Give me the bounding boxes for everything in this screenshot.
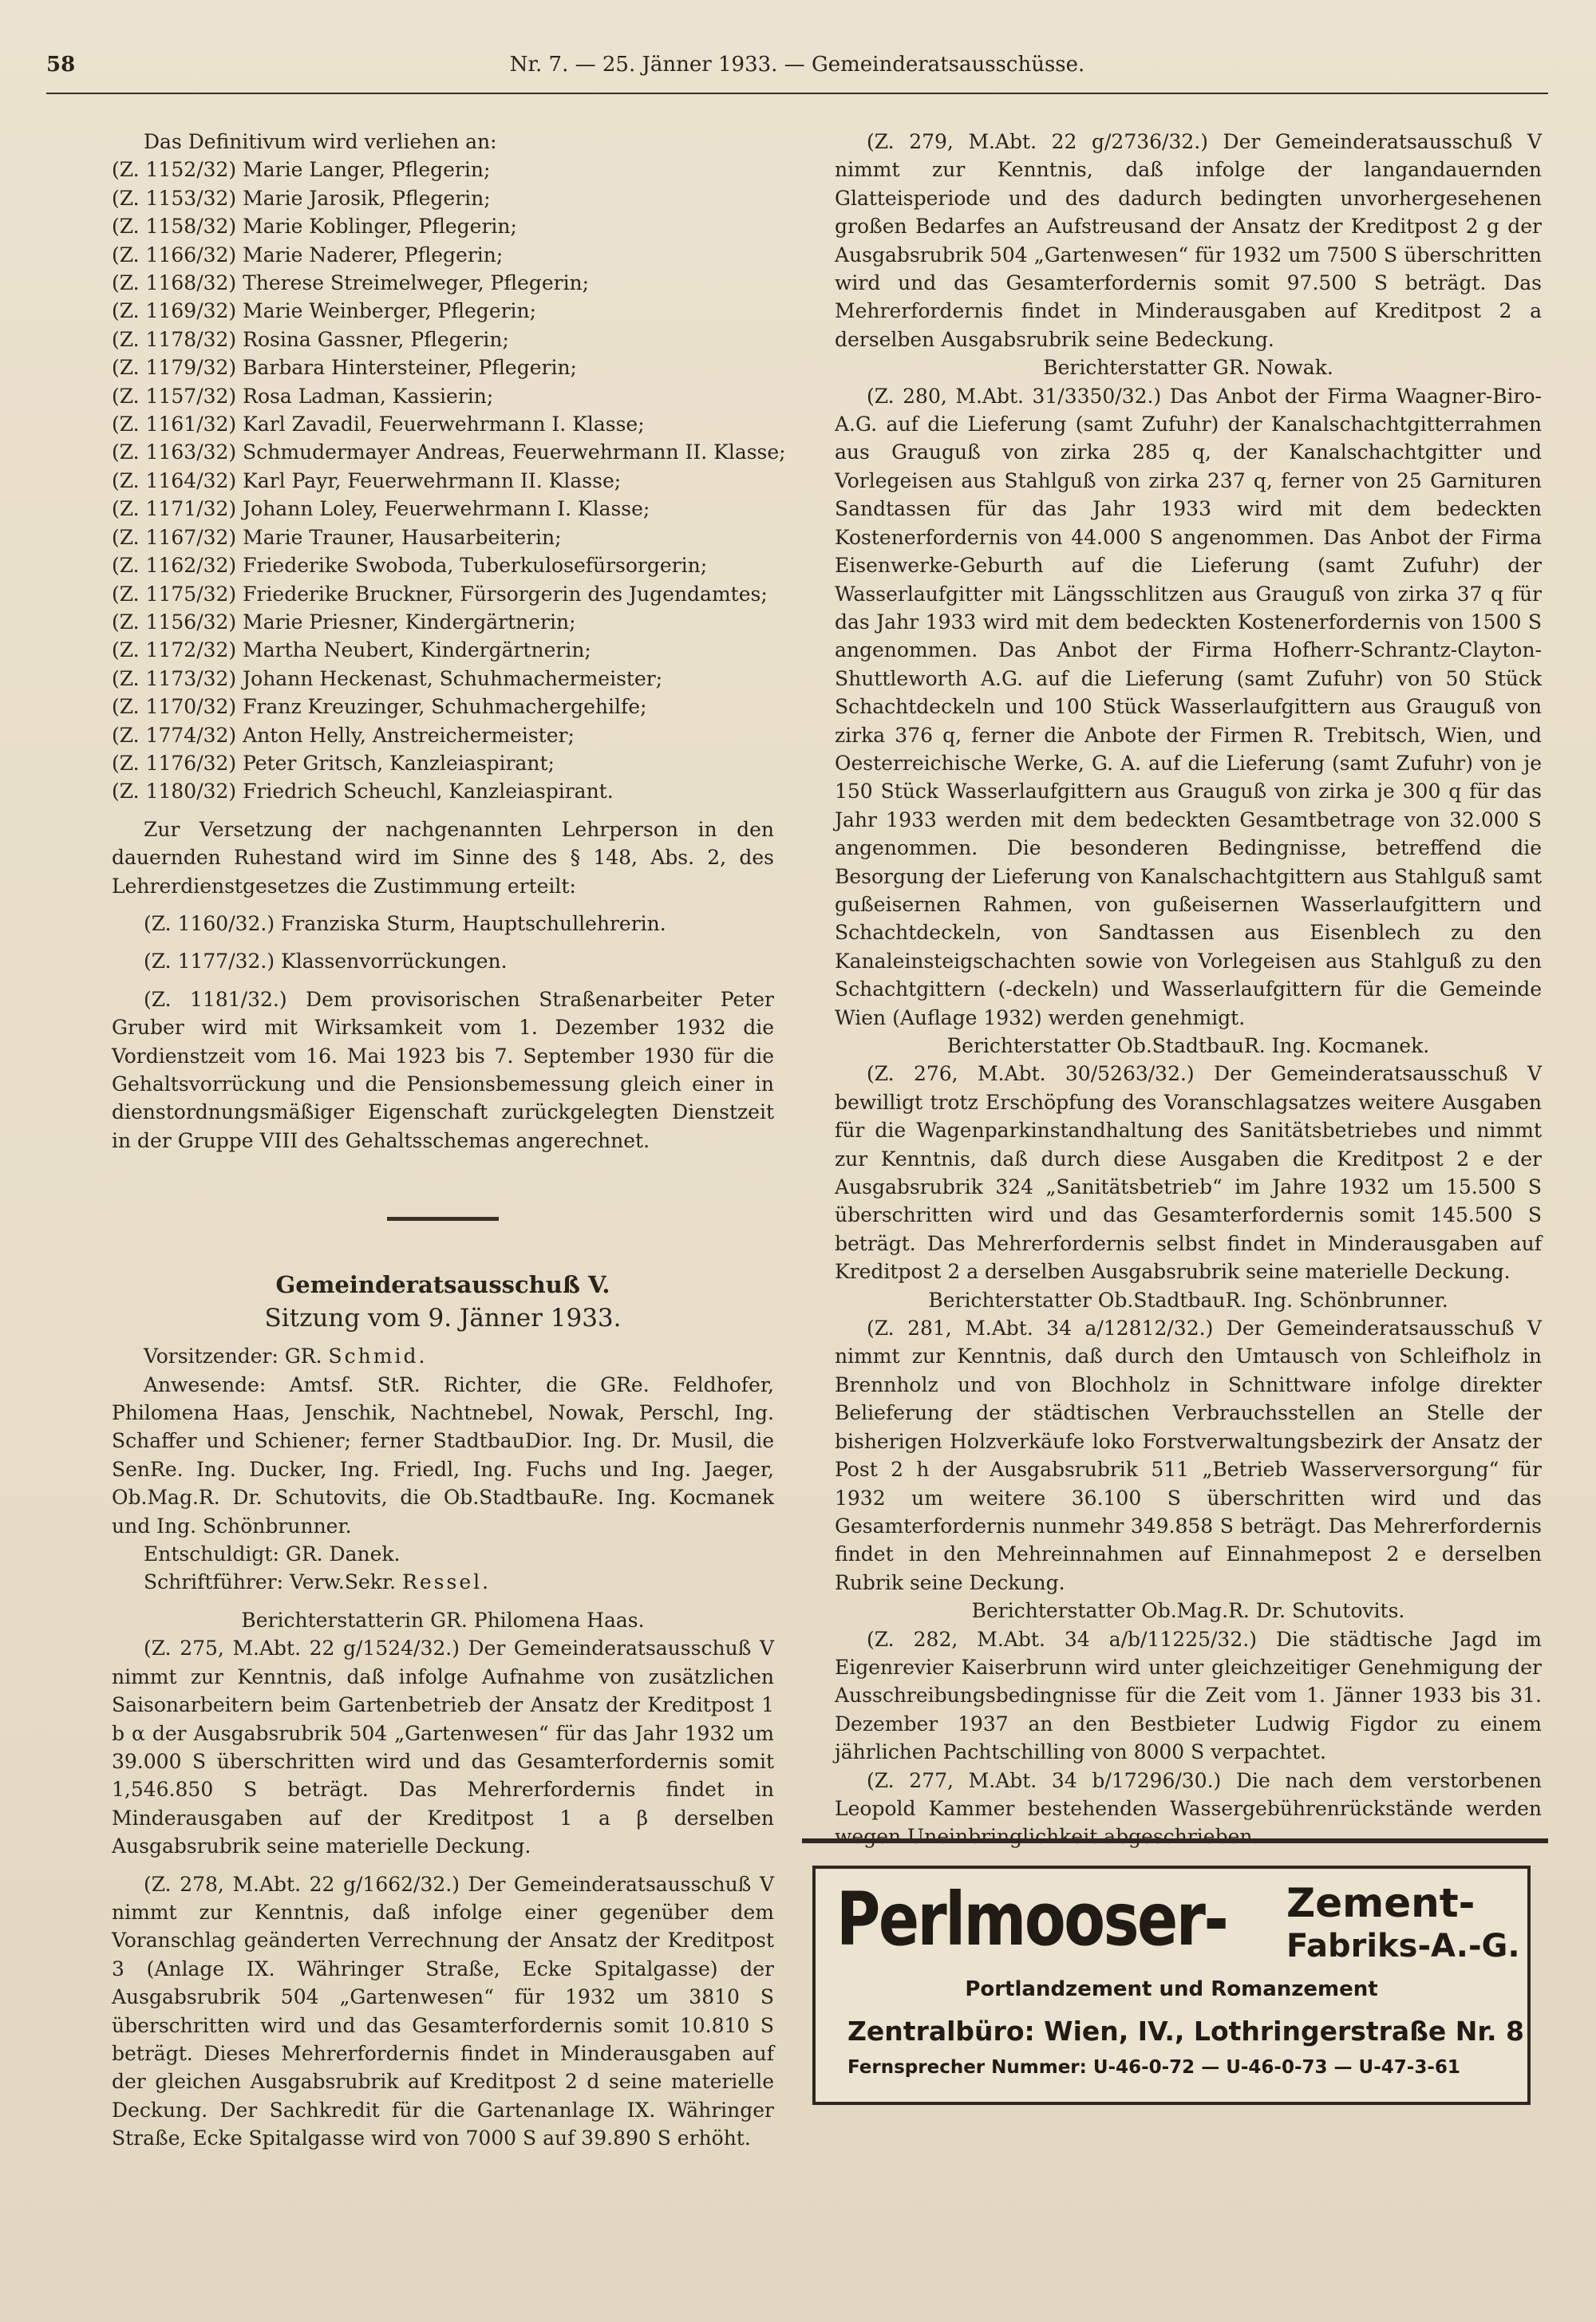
appointment-item: (Z. 1167/32) Marie Trauner, Hausarbeiterin; [112, 525, 562, 549]
advertisement-top-rule [802, 1838, 1548, 1843]
appointment-item: (Z. 1166/32) Marie Naderer, Pflegerin; [112, 243, 504, 267]
entry-278: (Z. 278, M.Abt. 22 g/1662/32.) Der Gemeinderatsausschuß V nimmt zur Kenntnis, daß infolge einer gegenüber dem Voranschlag geänderten Verrechnung der Ansatz der Kreditpost 3 (Anlage IX. Währinger Straße, Ecke Spitalgasse) der Ausgabsrubrik 504 „Gartenwesen“ für 1932 um 3810 S überschritten wird und das Gesamterfordernis somit 10.810 S beträgt. Dieses Mehrerfordernis findet in Minderausgaben auf der gleichen Ausgabsrubrik auf Kreditpost 2 d seine materielle Deckung. Der Sachkredit für die Gartenanlage IX. Währinger Straße, Ecke Spitalgasse wird von 7000 S auf 39.890 S erhöht. [112, 1872, 774, 2150]
entry-1160: (Z. 1160/32.) Franziska Sturm, Hauptschullehrerin. [144, 911, 666, 935]
ad-phones: Fernsprecher Nummer: U-46-0-72 — U-46-0-73 — U-47-3-61 [847, 2057, 1460, 2078]
ad-zement: Zement- [1286, 1880, 1476, 1926]
definitivum-intro: Das Definitivum wird verliehen an: [144, 130, 497, 153]
section-title: Gemeinderatsausschuß V. [275, 1271, 610, 1299]
entry-1177: (Z. 1177/32.) Klassenvorrückungen. [144, 950, 508, 973]
section-separator [387, 1217, 499, 1221]
appointment-item: (Z. 1179/32) Barbara Hintersteiner, Pflegerin; [112, 356, 577, 380]
appointment-item: (Z. 1162/32) Friederike Swoboda, Tuberkulosefürsorgerin; [112, 554, 708, 578]
appointment-item: (Z. 1169/32) Marie Weinberger, Pflegerin; [112, 299, 537, 323]
anwesende-text: Richter, die GRe. Feldhofer, Philomena Haas, Jenschik, Nachtnebel, Nowak, Perschl, Ing. Schaffer und Schiener; ferner StadtbauDior. Ing. Dr. Musil, die SenRe. Ing. Ducker, Ing. Friedl, Ing. Fuchs und Ing. Jaeger, Ob.Mag.R. Dr. Schutovits, die Ob.StadtbauRe. Ing. Kocmanek und Ing. Schönbrunner. [112, 1372, 775, 1538]
vorsitz-name: Schmid. [328, 1345, 428, 1368]
appointment-item: (Z. 1163/32) Schmudermayer Andreas, Feuerwehrmann II. Klasse; [112, 440, 786, 464]
berichterstatterin-haas: Berichterstatterin GR. Philomena Haas. [241, 1608, 645, 1632]
right-column [835, 128, 1542, 1851]
berichterstatter-schutovits: Berichterstatter Ob.Mag.R. Dr. Schutovits. [971, 1599, 1405, 1623]
berichterstatter-kocmanek: Berichterstatter Ob.StadtbauR. Ing. Kocmanek. [946, 1034, 1430, 1057]
section-date: Sitzung vom 9. Jänner 1933. [264, 1304, 622, 1333]
versetzung-paragraph: Zur Versetzung der nachgenannten Lehrperson in den dauernden Ruhestand wird im Sinne des § 148, Abs. 2, des Lehrerdienstgesetzes die Zustimmung erteilt: [112, 817, 774, 898]
appointment-item: (Z. 1173/32) Johann Heckenast, Schuhmachermeister; [112, 666, 663, 690]
entschuldigt-line: Entschuldigt: GR. Danek. [144, 1542, 401, 1566]
ad-brand: Perlmooser- [836, 1877, 1227, 1962]
entry-277: (Z. 277, M.Abt. 34 b/17296/30.) Die nach dem verstorbenen Leopold Kammer bestehenden Wassergebührenrückstände werden wegen Uneinbringlichkeit abgeschrieben. [835, 1768, 1542, 1849]
appointment-item: (Z. 1171/32) Johann Loley, Feuerwehrmann I. Klasse; [112, 497, 650, 521]
advertisement-perlmooser [812, 1866, 1531, 2105]
ad-address: Zentralbüro: Wien, IV., Lothringerstraße Nr. 8 [847, 2016, 1524, 2047]
entry-282: (Z. 282, M.Abt. 34 a/b/11225/32.) Die städtische Jagd im Eigenrevier Kaiserbrunn wird unter gleichzeitiger Genehmigung der Ausschreibungsbedingnisse für die Zeit vom 1. Jänner 1933 bis 31. Dezember 1937 an den Bestbieter Ludwig Figdor zu einem jährlichen Pachtschilling von 8000 S verpachtet. [835, 1627, 1542, 1764]
appointment-item: (Z. 1168/32) Therese Streimelweger, Pflegerin; [112, 271, 590, 295]
schrift-line [112, 1568, 774, 1596]
appointment-list [112, 156, 786, 805]
appointment-item: (Z. 1172/32) Martha Neubert, Kindergärtnerin; [112, 638, 591, 662]
vorsitz-label: Vorsitzender: GR. [144, 1345, 322, 1368]
schrift-name: Ressel. [402, 1570, 492, 1594]
appointment-item: (Z. 1175/32) Friederike Bruckner, Fürsorgerin des Jugendamtes; [112, 582, 768, 606]
header-title: Nr. 7. — 25. Jänner 1933. — Gemeinderatsausschüsse. [509, 53, 1085, 77]
entry-275: (Z. 275, M.Abt. 22 g/1524/32.) Der Gemeinderatsausschuß V nimmt zur Kenntnis, daß infolge Aufnahme von zusätzlichen Saisonarbeitern beim Gartenbetrieb der Ansatz der Kreditpost 1 b α der Ausgabsrubrik 504 „Gartenwesen“ für das Jahr 1932 um 39.000 S überschritten wird und das Gesamterfordernis somit 1,546.850 S beträgt. Das Mehrerfordernis findet in Minderausgaben auf der Kreditpost 1 a β derselben Ausgabsrubrik seine materielle Deckung. [112, 1637, 774, 1858]
berichterstatter-nowak: Berichterstatter GR. Nowak. [1043, 356, 1333, 380]
appointment-item: (Z. 1161/32) Karl Zavadil, Feuerwehrmann I. Klasse; [112, 413, 645, 436]
page-header [46, 46, 1548, 83]
vorsitz-line [112, 1342, 774, 1370]
entry-279: (Z. 279, M.Abt. 22 g/2736/32.) Der Gemeinderatsausschuß V nimmt zur Kenntnis, daß infolge der langandauernden Glatteisperiode und des dadurch bedingten unvorhergesehenen großen Bedarfes an Aufstreusand der Ansatz der Kreditpost 2 g der Ausgabsrubrik 504 „Gartenwesen“ für 1932 um 7500 S überschritten wird und das Gesamterfordernis somit 97.500 S beträgt. Das Mehrerfordernis findet in Minderausgaben auf Kreditpost 2 a derselben Ausgabsrubrik seine Bedeckung. [835, 130, 1542, 351]
appointment-item: (Z. 1178/32) Rosina Gassner, Pflegerin; [112, 327, 509, 351]
entry-281: (Z. 281, M.Abt. 34 a/12812/32.) Der Gemeinderatsausschuß V nimmt zur Kenntnis, daß durch den Umtausch von Schleifholz in Brennholz und von Blochholz in Schnittware infolge direkter Belieferung der städtischen Verbrauchsstellen an Stelle der bisherigen Holzverkäufe loko Forstverwaltungsbezirk der Ansatz der Post 2 h der Ausgabsrubrik 511 „Betrieb Wasserversorgung“ für 1932 um weitere 36.100 S überschritten wird und das Gesamterfordernis nunmehr 349.858 S beträgt. Das Mehrerfordernis findet in den Mehreinnahmen auf Einnahmepost 2 e derselben Rubrik seine Deckung. [835, 1317, 1542, 1594]
header-rule [46, 93, 1548, 94]
appointment-item: (Z. 1176/32) Peter Gritsch, Kanzleiaspirant; [112, 751, 555, 775]
appointment-item: (Z. 1156/32) Marie Priesner, Kindergärtnerin; [112, 610, 576, 634]
appointment-item: (Z. 1170/32) Franz Kreuzinger, Schuhmachergehilfe; [112, 695, 647, 719]
ad-fabrik: Fabriks-A.-G. [1286, 1928, 1520, 1965]
entry-276: (Z. 276, M.Abt. 30/5263/32.) Der Gemeinderatsausschuß V bewilligt trotz Erschöpfung des Voranschlagsatzes weitere Ausgaben für die Wagenparkinstandhaltung des Sanitätsbetriebes und nimmt zur Kenntnis, daß durch diese Ausgaben die Kreditpost 2 e der Ausgabsrubrik 324 „Sanitätsbetrieb“ im Jahre 1932 um 15.500 S überschritten wird und das Gesamterfordernis somit 145.500 S beträgt. Das Mehrerfordernis selbst findet in Minderausgaben auf Kreditpost 2 a derselben Ausgabsrubrik seine materielle Deckung. [835, 1062, 1542, 1284]
appointment-item: (Z. 1157/32) Rosa Ladman, Kassierin; [112, 384, 494, 408]
anwesende-line [112, 1371, 774, 1540]
entry-1181: (Z. 1181/32.) Dem provisorischen Straßenarbeiter Peter Gruber wird mit Wirksamkeit vom 1. Dezember 1932 die Vordienstzeit vom 16. Mai 1923 bis 7. September 1930 für die Gehaltsvorrückung und die Pensionsbemessung gleich einer in dienstordnungsmäßiger Eigenschaft zurückgelegten Dienstzeit in der Gruppe VIII des Gehaltsschemas angerechnet. [112, 987, 774, 1152]
appointment-item: (Z. 1153/32) Marie Jarosik, Pflegerin; [112, 186, 491, 210]
page-number: 58 [46, 53, 76, 77]
entry-280: (Z. 280, M.Abt. 31/3350/32.) Das Anbot der Firma Waagner-Biro-A.G. auf die Lieferung (samt Zufuhr) der Kanalschachtgitterrahmen aus Grauguß von zirka 285 q, der Kanalschachtgitter und Vorlegeisen aus Stahlguß von zirka 237 q, ferner von 25 Garnituren Sandtassen für das Jahr 1933 wird mit dem bedeckten Kostenerfordernis von 44.000 S angenommen. Das Anbot der Firma Eisenwerke-Geburth auf die Lieferung (samt Zufuhr) der Wasserlaufgitter mit Längsschlitzen aus Grauguß von zirka 37 q für das Jahr 1933 wird mit dem bedeckten Kostenerfordernis von 1500 S angenommen. Das Anbot der Firma Hofherr-Schrantz-Clayton-Shuttleworth A.G. auf die Lieferung (samt Zufuhr) von 50 Stück Schachtdeckeln und 100 Stück Wasserlaufgittern aus Grauguß von zirka 376 q, ferner die Anbote der Firmen R. Trebitsch, Wien, und Oesterreichische Werke, G. A. auf die Lieferung (samt Zufuhr) von je 150 Stück Wasserlaufgittern aus Grauguß von zirka je 300 q für das Jahr 1933 werden mit dem bedeckten Gesamtbetrage von 32.000 S angenommen. Die besonderen Bedingnisse, betreffend die Besorgung der Lieferung von Kanalschachtgittern aus Stahlguß samt gußeisernen Rahmen, von gußeisernen Wasserlaufgittern und Schachtdeckeln, von Sandtassen aus Eisenblech zu den Kanaleinsteigschachten sowie von Vorlegeisen aus Stahlguß zu den Schachtgittern (-deckeln) und Wasserlaufgittern für die Gemeinde Wien (Auflage 1932) werden genehmigt. [835, 384, 1542, 1029]
appointment-item: (Z. 1180/32) Friedrich Scheuchl, Kanzleiaspirant. [112, 780, 614, 804]
berichterstatter-schoenbrunner: Berichterstatter Ob.StadtbauR. Ing. Schönbrunner. [928, 1288, 1448, 1312]
schrift-label: Schriftführer: Verw.Sekr. [144, 1570, 397, 1594]
appointment-item: (Z. 1164/32) Karl Payr, Feuerwehrmann II. Klasse; [112, 468, 622, 492]
appointment-item: (Z. 1158/32) Marie Koblinger, Pflegerin; [112, 215, 517, 239]
appointment-item: (Z. 1774/32) Anton Helly, Anstreichermeister; [112, 723, 575, 747]
anwesende-label: Anwesende: Amtsf. StR. [144, 1372, 421, 1396]
ad-products: Portlandzement und Romanzement [965, 1977, 1378, 2001]
appointment-item: (Z. 1152/32) Marie Langer, Pflegerin; [112, 158, 491, 182]
left-column [112, 128, 786, 2153]
